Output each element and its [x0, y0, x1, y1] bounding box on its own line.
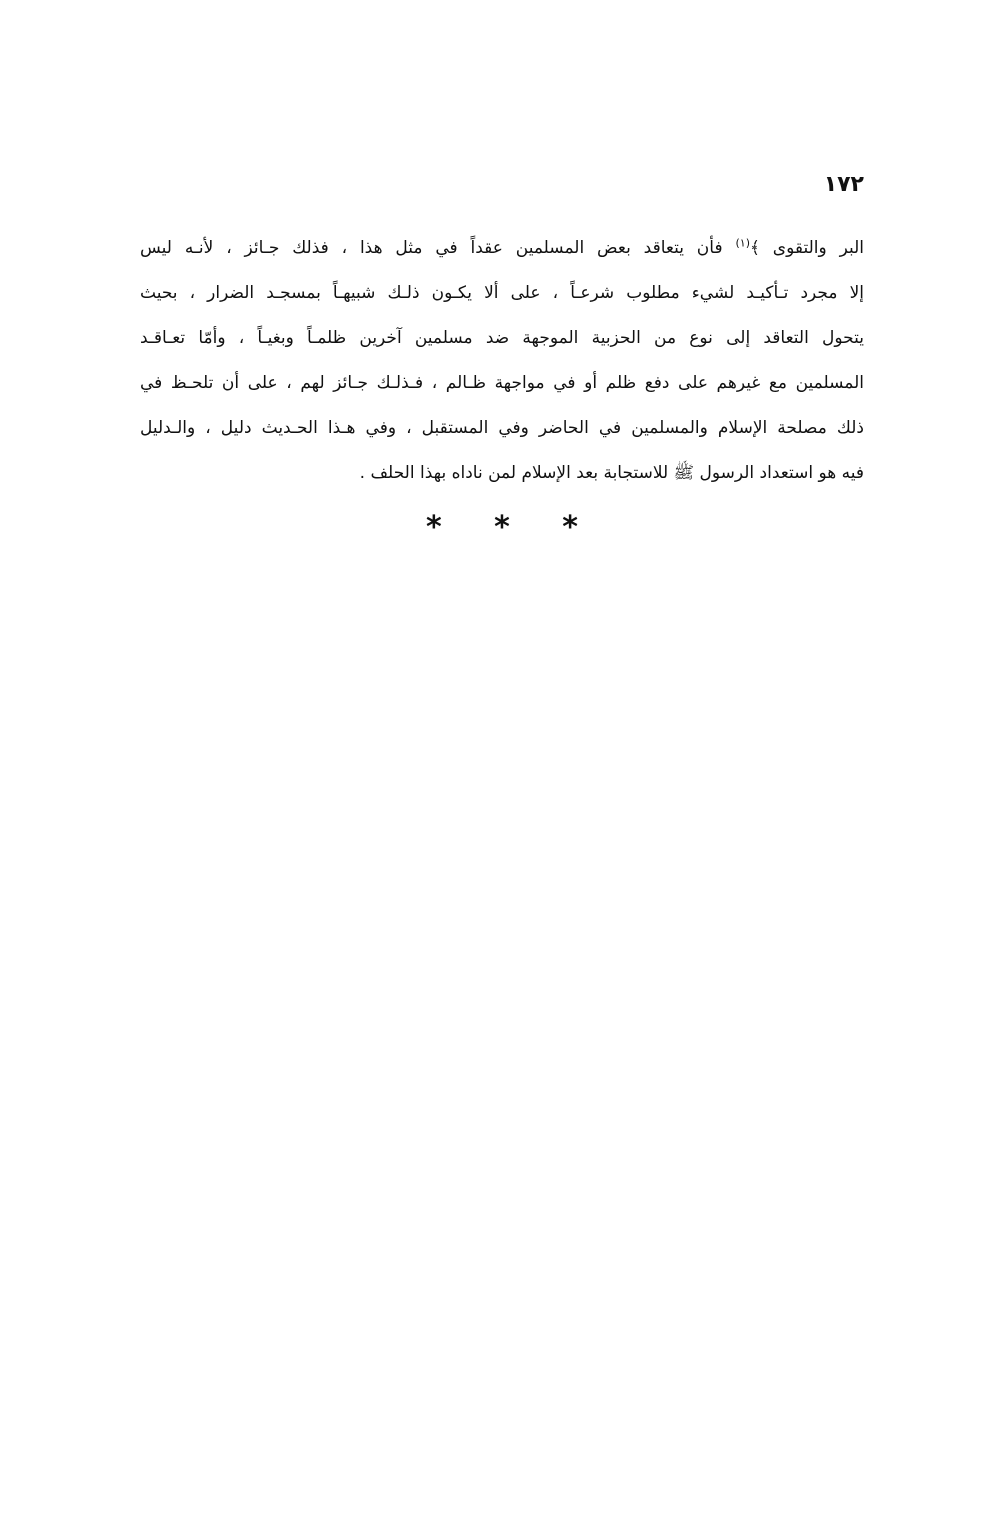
- paragraph-line-4: المسلمين مع غيرهم على دفع ظلم أو في مواجهة ظـالم ، فـذلـك جـائز لهم ، على أن تلحـظ في: [140, 373, 864, 393]
- body-paragraph: [140, 226, 864, 496]
- separator-star-1: *: [425, 510, 442, 545]
- paragraph-line-3: يتحول التعاقد إلى نوع من الحزبية الموجهة ضد مسلمين آخرين ظلمـاً وبغيـاً ، وأمّا تعـاقـد: [140, 328, 864, 348]
- page-number: ١٧٢: [823, 172, 864, 197]
- paragraph-line-1: [140, 226, 864, 271]
- footnote-reference[interactable]: (١): [735, 236, 750, 250]
- paragraph-line-5: ذلك مصلحة الإسلام والمسلمين في الحاضر وفي المستقبل ، وفي هـذا الحـديث دليل ، والـدليل: [140, 418, 864, 438]
- paragraph-line-2: إلا مجرد تـأكيـد لشيء مطلوب شرعـاً ، على ألا يكـون ذلـك شبيهـاً بمسجـد الضرار ، بحيث: [140, 283, 864, 303]
- paragraph-line-6: فيه هو استعداد الرسول ﷺ للاستجابة بعد الإسلام لمن ناداه بهذا الحلف .: [359, 463, 864, 483]
- separator-star-3: *: [562, 510, 578, 545]
- section-separator: [0, 510, 1004, 545]
- line-1-text-end: فأن يتعاقد بعض المسلمين عقداً في مثل هذا ، فذلك جـائز ، لأنـه ليس: [140, 238, 736, 258]
- line-1-text-start: البر والتقوى ﴾: [749, 238, 864, 258]
- separator-star-2: *: [494, 510, 510, 545]
